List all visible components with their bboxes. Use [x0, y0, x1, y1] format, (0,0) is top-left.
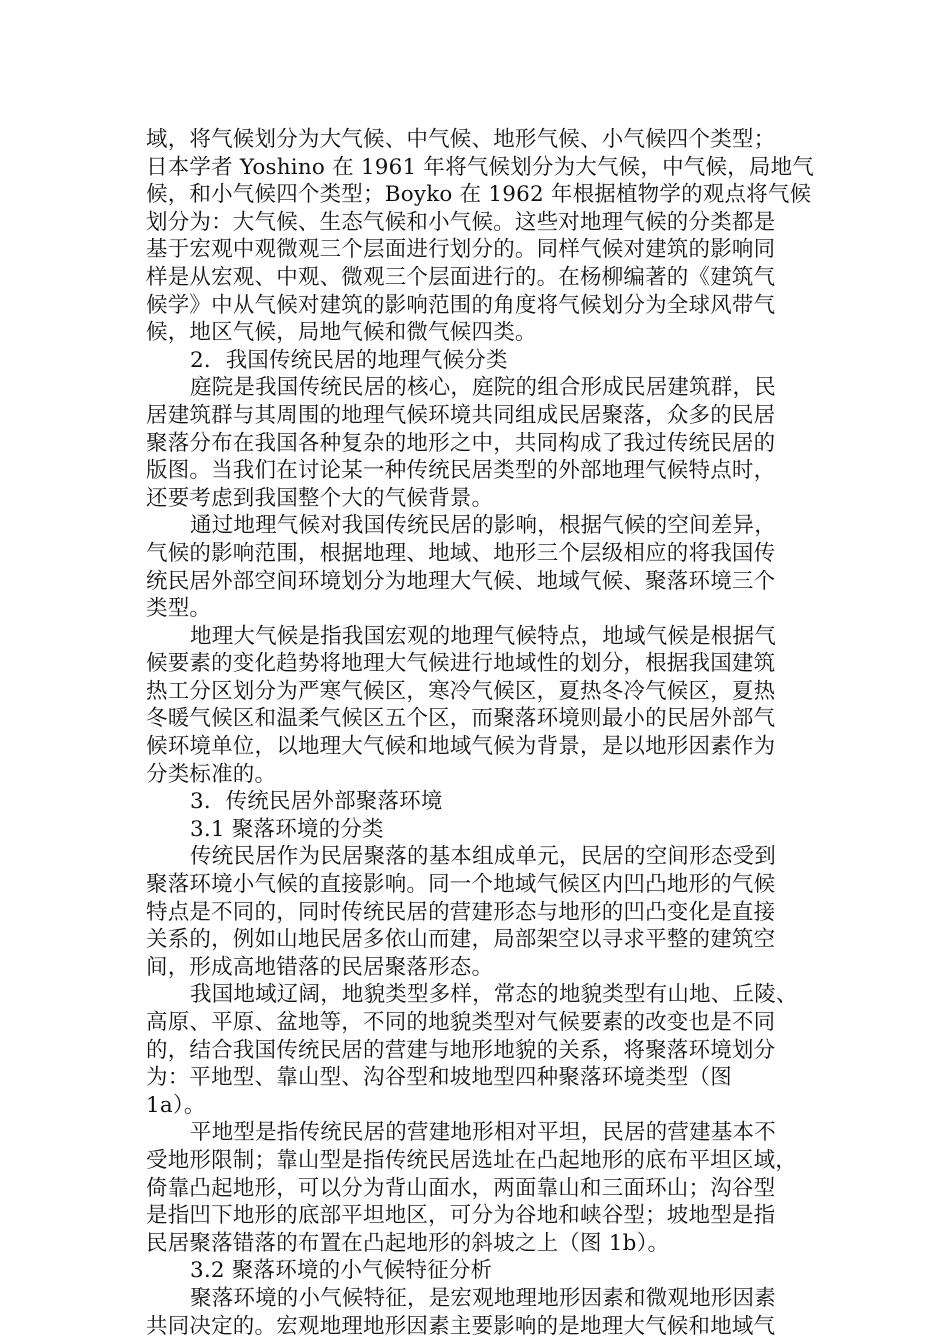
text-line: 统民居外部空间环境划分为地理大气候、地域气候、聚落环境三个	[146, 568, 776, 594]
text-line: 日本学者 Yoshino 在 1961 年将气候划分为大气候，中气候，局地气	[146, 154, 814, 180]
text-line: 候环境单位，以地理大气候和地域气候为背景，是以地形因素作为	[146, 734, 776, 760]
text-line: 2．我国传统民居的地理气候分类	[190, 347, 508, 373]
text-line: 冬暖气候区和温柔气候区五个区，而聚落环境则最小的民居外部气	[146, 706, 776, 732]
text-line: 为：平地型、靠山型、沟谷型和坡地型四种聚落环境类型（图	[146, 1065, 732, 1091]
text-line: 传统民居作为民居聚落的基本组成单元，民居的空间形态受到	[190, 844, 776, 870]
text-line: 版图。当我们在讨论某一种传统民居类型的外部地理气候特点时，	[146, 458, 776, 484]
text-line: 特点是不同的，同时传统民居的营建形态与地形的凹凸变化是直接	[146, 899, 776, 925]
text-line: 域，将气候划分为大气候、中气候、地形气候、小气候四个类型；	[146, 127, 776, 152]
text-line: 平地型是指传统民居的营建地形相对平坦，民居的营建基本不	[190, 1120, 776, 1146]
text-line: 1a）。	[146, 1092, 206, 1118]
text-line: 居建筑群与其周围的地理气候环境共同组成民居聚落，众多的民居	[146, 402, 776, 428]
text-line: 关系的，例如山地民居多依山而建，局部架空以寻求平整的建筑空	[146, 927, 776, 953]
text-line: 共同决定的。宏观地理地形因素主要影响的是地理大气候和地域气	[146, 1313, 776, 1339]
text-line: 3.1 聚落环境的分类	[190, 816, 384, 842]
text-line: 候要素的变化趋势将地理大气候进行地域性的划分，根据我国建筑	[146, 651, 776, 677]
text-line: 聚落分布在我国各种复杂的地形之中，共同构成了我过传统民居的	[146, 430, 776, 456]
text-line: 候，和小气候四个类型；Boyko 在 1962 年根据植物学的观点将气候	[146, 182, 812, 208]
text-line: 划分为：大气候、生态气候和小气候。这些对地理气候的分类都是	[146, 209, 776, 235]
text-line: 基于宏观中观微观三个层面进行划分的。同样气候对建筑的影响同	[146, 237, 776, 263]
document-page	[146, 126, 814, 1340]
text-line: 聚落环境的小气候特征，是宏观地理地形因素和微观地形因素	[190, 1285, 776, 1311]
text-line: 通过地理气候对我国传统民居的影响，根据气候的空间差异，	[190, 513, 776, 539]
text-line: 3.2 聚落环境的小气候特征分析	[190, 1258, 493, 1284]
text-line: 候，地区气候，局地气候和微气候四类。	[146, 320, 537, 346]
text-line: 间，形成高地错落的民居聚落形态。	[146, 954, 494, 980]
text-line: 庭院是我国传统民居的核心，庭院的组合形成民居建筑群，民	[190, 375, 776, 401]
text-line: 地理大气候是指我国宏观的地理气候特点，地域气候是根据气	[190, 623, 776, 649]
text-line: 民居聚落错落的布置在凸起地形的斜坡之上（图 1b）。	[146, 1230, 670, 1256]
text-line: 的，结合我国传统民居的营建与地形地貌的关系，将聚落环境划分	[146, 1037, 776, 1063]
text-line: 还要考虑到我国整个大的气候背景。	[146, 485, 494, 511]
text-line: 是指凹下地形的底部平坦地区，可分为谷地和峡谷型；坡地型是指	[146, 1203, 776, 1229]
text-line: 高原、平原、盆地等，不同的地貌类型对气候要素的改变也是不同	[146, 1010, 776, 1035]
text-line: 热工分区划分为严寒气候区，寒冷气候区，夏热冬冷气候区，夏热	[146, 678, 776, 704]
text-line: 受地形限制；靠山型是指传统民居选址在凸起地形的底布平坦区域，	[146, 1147, 798, 1173]
text-line: 候学》中从气候对建筑的影响范围的角度将气候划分为全球风带气	[146, 292, 776, 318]
text-line: 样是从宏观、中观、微观三个层面进行的。在杨柳编著的《建筑气	[146, 264, 776, 290]
text-line: 分类标准的。	[146, 761, 277, 787]
text-line: 聚落环境小气候的直接影响。同一个地域气候区内凹凸地形的气候	[146, 872, 776, 898]
text-line: 我国地域辽阔，地貌类型多样，常态的地貌类型有山地、丘陵、	[190, 982, 798, 1008]
text-line: 气候的影响范围，根据地理、地域、地形三个层级相应的将我国传	[146, 540, 776, 566]
text-line: 类型。	[146, 596, 212, 622]
text-line: 3．传统民居外部聚落环境	[190, 789, 443, 815]
text-line: 倚靠凸起地形，可以分为背山面水，两面靠山和三面环山；沟谷型	[146, 1175, 776, 1201]
